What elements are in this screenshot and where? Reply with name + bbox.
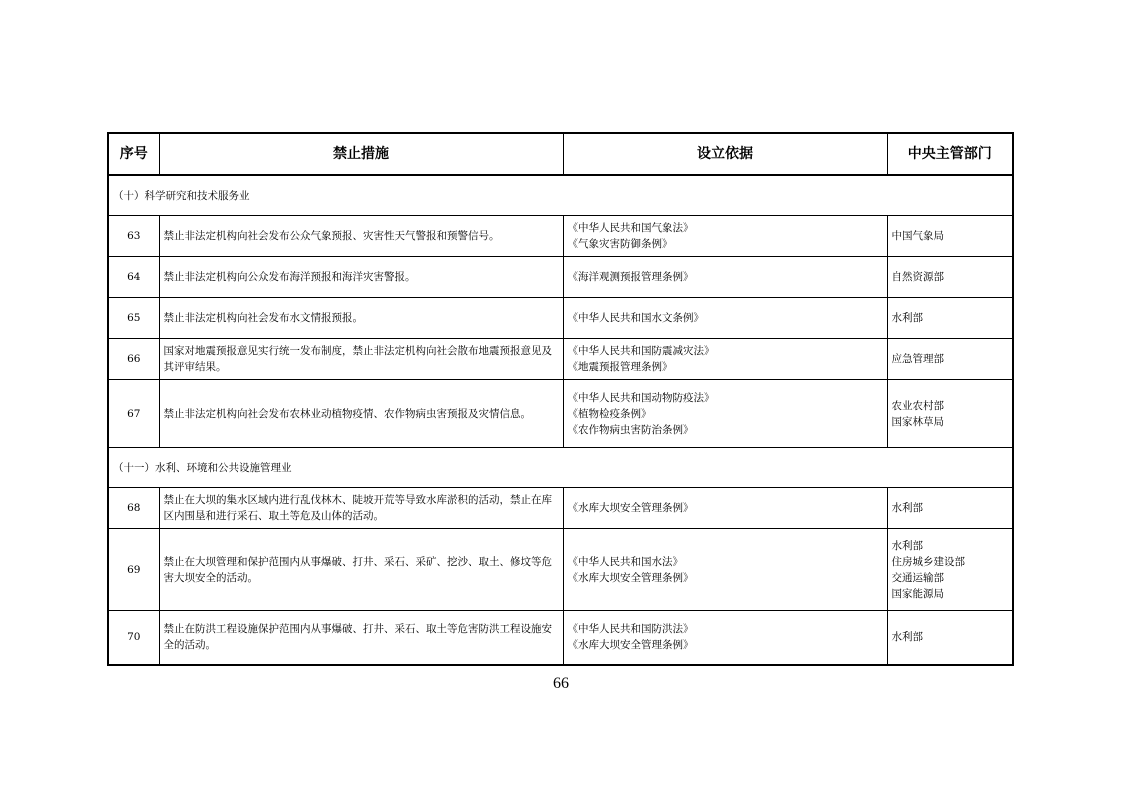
basis-item: 《中华人民共和国防洪法》 xyxy=(567,623,694,636)
measure-cell: 禁止在大坝管理和保护范围内从事爆破、打井、采石、采矿、挖沙、取土、修坟等危害大坝安全的活动。 xyxy=(159,529,563,611)
dept-item: 应急管理部 xyxy=(891,353,944,365)
row-number: 68 xyxy=(108,488,159,529)
dept-item: 交通运输部 xyxy=(891,571,944,584)
measure-cell: 禁止非法定机构向公众发布海洋预报和海洋灾害警报。 xyxy=(159,257,563,298)
measure-cell: 国家对地震预报意见实行统一发布制度，禁止非法定机构向社会散布地震预报意见及其评审结果。 xyxy=(159,339,563,380)
dept-item: 自然资源部 xyxy=(891,271,944,283)
basis-item: 《地震预报管理条例》 xyxy=(567,361,673,373)
basis-cell xyxy=(563,257,887,298)
section-row xyxy=(108,448,1013,488)
basis-item: 《中华人民共和国动物防疫法》 xyxy=(567,391,715,404)
dept-item: 水利部 xyxy=(891,312,923,324)
row-number: 65 xyxy=(108,298,159,339)
page-number: 66 xyxy=(553,675,569,692)
measure-cell: 禁止非法定机构向社会发布水文情报预报。 xyxy=(159,298,563,339)
table-row xyxy=(108,216,1013,257)
row-number: 66 xyxy=(108,339,159,380)
basis-cell xyxy=(563,339,887,380)
row-number: 63 xyxy=(108,216,159,257)
basis-cell xyxy=(563,611,887,665)
basis-item: 《水库大坝安全管理条例》 xyxy=(567,502,694,514)
section-title: （十）科学研究和技术服务业 xyxy=(108,175,1013,216)
table-row xyxy=(108,257,1013,298)
basis-cell xyxy=(563,380,887,448)
dept-item: 国家林草局 xyxy=(891,415,944,428)
basis-item: 《中华人民共和国水文条例》 xyxy=(567,312,704,324)
dept-cell xyxy=(887,216,1013,257)
dept-cell xyxy=(887,380,1013,448)
prohibition-table xyxy=(107,132,1014,666)
basis-item: 《水库大坝安全管理条例》 xyxy=(567,571,694,584)
basis-item: 《气象灾害防御条例》 xyxy=(567,238,673,250)
dept-cell xyxy=(887,257,1013,298)
section-row xyxy=(108,175,1013,216)
dept-item: 水利部 xyxy=(891,502,923,514)
basis-item: 《农作物病虫害防治条例》 xyxy=(567,423,694,436)
measure-cell: 禁止在大坝的集水区域内进行乱伐林木、陡坡开荒等导致水库淤积的活动，禁止在库区内围垦和进行采石、取土等危及山体的活动。 xyxy=(159,488,563,529)
dept-cell xyxy=(887,488,1013,529)
row-number: 70 xyxy=(108,611,159,665)
header-no: 序号 xyxy=(108,133,159,175)
table-header-row xyxy=(108,133,1013,175)
table-row xyxy=(108,611,1013,665)
row-number: 67 xyxy=(108,380,159,448)
header-measure: 禁止措施 xyxy=(159,133,563,175)
table-row xyxy=(108,298,1013,339)
row-number: 69 xyxy=(108,529,159,611)
header-dept: 中央主管部门 xyxy=(887,133,1013,175)
dept-item: 农业农村部 xyxy=(891,399,944,412)
basis-cell xyxy=(563,529,887,611)
measure-cell: 禁止在防洪工程设施保护范围内从事爆破、打井、采石、取土等危害防洪工程设施安全的活动。 xyxy=(159,611,563,665)
basis-item: 《中华人民共和国水法》 xyxy=(567,555,683,568)
dept-item: 水利部 xyxy=(891,631,923,644)
basis-item: 《中华人民共和国气象法》 xyxy=(567,222,694,234)
basis-cell xyxy=(563,298,887,339)
section-title: （十一）水利、环境和公共设施管理业 xyxy=(108,448,1013,488)
basis-item: 《中华人民共和国防震减灾法》 xyxy=(567,345,715,357)
basis-cell xyxy=(563,488,887,529)
dept-cell xyxy=(887,529,1013,611)
table-row xyxy=(108,339,1013,380)
dept-cell xyxy=(887,339,1013,380)
basis-item: 《植物检疫条例》 xyxy=(567,407,652,420)
dept-item: 中国气象局 xyxy=(891,230,944,242)
measure-cell: 禁止非法定机构向社会发布公众气象预报、灾害性天气警报和预警信号。 xyxy=(159,216,563,257)
dept-item: 国家能源局 xyxy=(891,587,944,600)
row-number: 64 xyxy=(108,257,159,298)
dept-item: 水利部 xyxy=(891,539,923,552)
basis-item: 《水库大坝安全管理条例》 xyxy=(567,639,694,652)
basis-cell xyxy=(563,216,887,257)
basis-item: 《海洋观测预报管理条例》 xyxy=(567,271,694,283)
table-row xyxy=(108,380,1013,448)
dept-cell xyxy=(887,611,1013,665)
header-basis: 设立依据 xyxy=(563,133,887,175)
table-row xyxy=(108,488,1013,529)
dept-item: 住房城乡建设部 xyxy=(891,555,965,568)
dept-cell xyxy=(887,298,1013,339)
measure-cell: 禁止非法定机构向社会发布农林业动植物疫情、农作物病虫害预报及灾情信息。 xyxy=(159,380,563,448)
table-row xyxy=(108,529,1013,611)
